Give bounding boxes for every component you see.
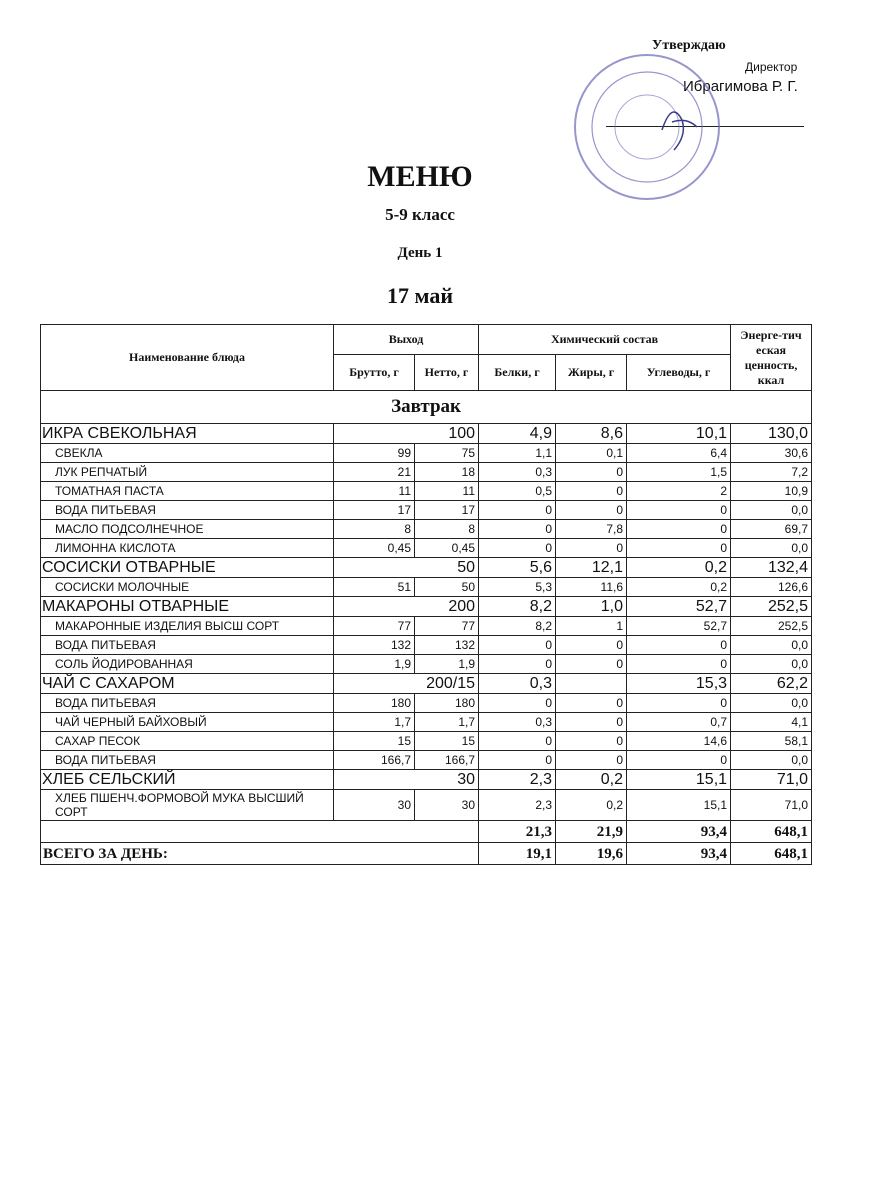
header-fat: Жиры, г (556, 355, 627, 391)
energy-cell: 62,2 (731, 674, 812, 694)
ingredient-row (41, 655, 812, 674)
fat-cell: 0 (556, 732, 627, 751)
carbs-cell: 52,7 (627, 617, 731, 636)
fat-cell: 19,6 (556, 843, 627, 865)
energy-cell: 130,0 (731, 424, 812, 444)
netto-cell: 1,9 (415, 655, 479, 674)
ingredient-row (41, 751, 812, 770)
brutto-cell: 17 (334, 501, 415, 520)
carbs-cell: 0 (627, 501, 731, 520)
protein-cell: 1,1 (479, 444, 556, 463)
header-name: Наименование блюда (41, 325, 334, 391)
protein-cell: 0,5 (479, 482, 556, 501)
brutto-cell: 8 (334, 520, 415, 539)
ingredient-row (41, 617, 812, 636)
carbs-cell: 0,2 (627, 578, 731, 597)
netto-cell: 1,7 (415, 713, 479, 732)
energy-cell: 0,0 (731, 539, 812, 558)
approval-label: Утверждаю (652, 38, 726, 53)
director-name: Ибрагимова Р. Г. (683, 78, 798, 95)
fat-cell: 0,1 (556, 444, 627, 463)
brutto-cell: 0,45 (334, 539, 415, 558)
protein-cell: 2,3 (479, 790, 556, 821)
brutto-cell: 11 (334, 482, 415, 501)
energy-cell: 30,6 (731, 444, 812, 463)
carbs-cell: 15,3 (627, 674, 731, 694)
brutto-cell: 1,9 (334, 655, 415, 674)
protein-cell: 0,3 (479, 713, 556, 732)
fat-cell: 12,1 (556, 558, 627, 578)
ingredient-row (41, 578, 812, 597)
brutto-cell: 77 (334, 617, 415, 636)
protein-cell: 0,3 (479, 674, 556, 694)
dish-row (41, 770, 812, 790)
fat-cell: 8,6 (556, 424, 627, 444)
output-cell: 30 (334, 770, 479, 790)
item-name: МАСЛО ПОДСОЛНЕЧНОЕ (41, 520, 334, 539)
output-cell: 200/15 (334, 674, 479, 694)
output-cell: 50 (334, 558, 479, 578)
header-netto: Нетто, г (415, 355, 479, 391)
output-cell: 200 (334, 597, 479, 617)
energy-cell: 0,0 (731, 694, 812, 713)
carbs-cell: 2 (627, 482, 731, 501)
class-range: 5-9 класс (385, 205, 455, 224)
protein-cell: 0 (479, 655, 556, 674)
brutto-cell: 132 (334, 636, 415, 655)
signature (662, 112, 697, 150)
energy-cell: 4,1 (731, 713, 812, 732)
netto-cell: 75 (415, 444, 479, 463)
fat-cell: 0 (556, 463, 627, 482)
energy-cell: 58,1 (731, 732, 812, 751)
ingredient-row (41, 713, 812, 732)
dish-row (41, 674, 812, 694)
protein-cell: 5,3 (479, 578, 556, 597)
ingredient-row (41, 520, 812, 539)
fat-cell: 0 (556, 751, 627, 770)
energy-cell: 252,5 (731, 617, 812, 636)
carbs-cell: 0 (627, 655, 731, 674)
item-name: ИКРА СВЕКОЛЬНАЯ (41, 424, 334, 444)
netto-cell: 166,7 (415, 751, 479, 770)
carbs-cell: 15,1 (627, 790, 731, 821)
protein-cell: 5,6 (479, 558, 556, 578)
carbs-cell: 15,1 (627, 770, 731, 790)
output-cell: 100 (334, 424, 479, 444)
carbs-cell: 0,7 (627, 713, 731, 732)
total-row (41, 843, 812, 865)
carbs-cell: 10,1 (627, 424, 731, 444)
fat-cell: 11,6 (556, 578, 627, 597)
protein-cell: 21,3 (479, 821, 556, 843)
brutto-cell: 15 (334, 732, 415, 751)
protein-cell: 0 (479, 539, 556, 558)
fat-cell: 0 (556, 694, 627, 713)
item-name: ЛУК РЕПЧАТЫЙ (41, 463, 334, 482)
carbs-cell: 93,4 (627, 821, 731, 843)
brutto-cell: 51 (334, 578, 415, 597)
protein-cell: 0 (479, 732, 556, 751)
netto-cell: 11 (415, 482, 479, 501)
carbs-cell: 93,4 (627, 843, 731, 865)
protein-cell: 8,2 (479, 597, 556, 617)
carbs-cell: 0 (627, 694, 731, 713)
energy-cell: 69,7 (731, 520, 812, 539)
protein-cell: 2,3 (479, 770, 556, 790)
netto-cell: 8 (415, 520, 479, 539)
fat-cell (556, 674, 627, 694)
carbs-cell: 1,5 (627, 463, 731, 482)
item-name: ВОДА ПИТЬЕВАЯ (41, 636, 334, 655)
item-name: СОЛЬ ЙОДИРОВАННАЯ (41, 655, 334, 674)
item-name: ТОМАТНАЯ ПАСТА (41, 482, 334, 501)
brutto-cell: 21 (334, 463, 415, 482)
netto-cell: 50 (415, 578, 479, 597)
ingredient-row (41, 790, 812, 821)
fat-cell: 0 (556, 713, 627, 732)
energy-cell: 648,1 (731, 843, 812, 865)
netto-cell: 77 (415, 617, 479, 636)
carbs-cell: 0 (627, 539, 731, 558)
energy-cell: 132,4 (731, 558, 812, 578)
total-row (41, 821, 812, 843)
carbs-cell: 52,7 (627, 597, 731, 617)
item-name: СОСИСКИ МОЛОЧНЫЕ (41, 578, 334, 597)
brutto-cell: 166,7 (334, 751, 415, 770)
fat-cell: 0 (556, 482, 627, 501)
ingredient-row (41, 444, 812, 463)
header-energy: Энерге-тич еская ценность, ккал (731, 325, 812, 391)
energy-cell: 126,6 (731, 578, 812, 597)
energy-cell: 0,0 (731, 655, 812, 674)
day-label: День 1 (397, 245, 443, 261)
ingredient-row (41, 539, 812, 558)
brutto-cell: 1,7 (334, 713, 415, 732)
ingredient-row (41, 636, 812, 655)
energy-cell: 71,0 (731, 770, 812, 790)
fat-cell: 0,2 (556, 790, 627, 821)
netto-cell: 17 (415, 501, 479, 520)
carbs-cell: 0 (627, 520, 731, 539)
ingredient-row (41, 463, 812, 482)
energy-cell: 648,1 (731, 821, 812, 843)
date-label: 17 май (386, 283, 453, 308)
page-title: МЕНЮ (367, 160, 473, 193)
energy-cell: 71,0 (731, 790, 812, 821)
carbs-cell: 0 (627, 751, 731, 770)
dish-row (41, 597, 812, 617)
menu-table (40, 324, 812, 865)
energy-cell: 252,5 (731, 597, 812, 617)
header-protein: Белки, г (479, 355, 556, 391)
fat-cell: 1 (556, 617, 627, 636)
item-name: ЧАЙ С САХАРОМ (41, 674, 334, 694)
fat-cell: 21,9 (556, 821, 627, 843)
fat-cell: 1,0 (556, 597, 627, 617)
item-name: МАКАРОНЫ ОТВАРНЫЕ (41, 597, 334, 617)
dish-row (41, 558, 812, 578)
item-name: СВЕКЛА (41, 444, 334, 463)
netto-cell: 132 (415, 636, 479, 655)
energy-cell: 0,0 (731, 751, 812, 770)
netto-cell: 18 (415, 463, 479, 482)
netto-cell: 0,45 (415, 539, 479, 558)
ingredient-row (41, 501, 812, 520)
protein-cell: 0 (479, 520, 556, 539)
fat-cell: 7,8 (556, 520, 627, 539)
netto-cell: 30 (415, 790, 479, 821)
item-name: ХЛЕБ ПШЕНЧ.ФОРМОВОЙ МУКА ВЫСШИЙ СОРТ (41, 790, 334, 821)
carbs-cell: 0 (627, 636, 731, 655)
carbs-cell: 0,2 (627, 558, 731, 578)
brutto-cell: 180 (334, 694, 415, 713)
item-name: ВСЕГО ЗА ДЕНЬ: (41, 843, 479, 865)
energy-cell: 0,0 (731, 636, 812, 655)
carbs-cell: 6,4 (627, 444, 731, 463)
netto-cell: 15 (415, 732, 479, 751)
item-name: ВОДА ПИТЬЕВАЯ (41, 501, 334, 520)
brutto-cell: 30 (334, 790, 415, 821)
item-name: ЧАЙ ЧЕРНЫЙ БАЙХОВЫЙ (41, 713, 334, 732)
fat-cell: 0 (556, 636, 627, 655)
item-name: ВОДА ПИТЬЕВАЯ (41, 694, 334, 713)
director-position: Директор (745, 60, 798, 74)
item-name: ХЛЕБ СЕЛЬСКИЙ (41, 770, 334, 790)
header-output: Выход (334, 325, 479, 355)
protein-cell: 0 (479, 751, 556, 770)
energy-cell: 0,0 (731, 501, 812, 520)
item-name (41, 821, 479, 843)
section-breakfast: Завтрак (41, 391, 812, 424)
energy-cell: 7,2 (731, 463, 812, 482)
dish-row (41, 424, 812, 444)
protein-cell: 8,2 (479, 617, 556, 636)
fat-cell: 0 (556, 539, 627, 558)
item-name: СОСИСКИ ОТВАРНЫЕ (41, 558, 334, 578)
fat-cell: 0 (556, 655, 627, 674)
protein-cell: 0,3 (479, 463, 556, 482)
ingredient-row (41, 482, 812, 501)
netto-cell: 180 (415, 694, 479, 713)
item-name: ВОДА ПИТЬЕВАЯ (41, 751, 334, 770)
protein-cell: 0 (479, 694, 556, 713)
item-name: САХАР ПЕСОК (41, 732, 334, 751)
carbs-cell: 14,6 (627, 732, 731, 751)
item-name: ЛИМОННА КИСЛОТА (41, 539, 334, 558)
fat-cell: 0 (556, 501, 627, 520)
protein-cell: 0 (479, 501, 556, 520)
ingredient-row (41, 732, 812, 751)
fat-cell: 0,2 (556, 770, 627, 790)
header-brutto: Брутто, г (334, 355, 415, 391)
protein-cell: 0 (479, 636, 556, 655)
energy-cell: 10,9 (731, 482, 812, 501)
header-chem: Химический состав (479, 325, 731, 355)
protein-cell: 19,1 (479, 843, 556, 865)
header-carbs: Углеводы, г (627, 355, 731, 391)
protein-cell: 4,9 (479, 424, 556, 444)
item-name: МАКАРОННЫЕ ИЗДЕЛИЯ ВЫСШ СОРТ (41, 617, 334, 636)
ingredient-row (41, 694, 812, 713)
brutto-cell: 99 (334, 444, 415, 463)
